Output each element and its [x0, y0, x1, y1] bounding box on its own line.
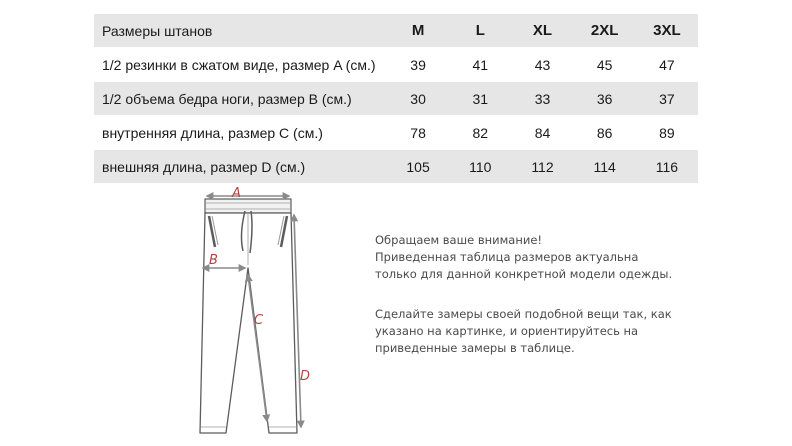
notice-line: приведенные замеры в таблице.	[375, 341, 575, 355]
cell-value: 78	[387, 116, 449, 150]
notice-line: Приведенная таблица размеров актуальна	[375, 250, 639, 264]
row-label: внешняя длина, размер D (см.)	[94, 150, 387, 184]
size-header-3xl: 3XL	[636, 14, 698, 48]
table-row-b	[94, 82, 698, 116]
table-header-row	[94, 14, 698, 48]
cell-value: 86	[574, 116, 636, 150]
cell-value: 43	[511, 48, 573, 82]
row-label: 1/2 объема бедра ноги, размер B (см.)	[94, 82, 387, 116]
cell-value: 116	[636, 150, 698, 184]
cell-value: 89	[636, 116, 698, 150]
row-label: 1/2 резинки в сжатом виде, размер A (см.)	[94, 48, 387, 82]
notice-line: Сделайте замеры своей подобной вещи так, как	[375, 307, 672, 321]
table-row-d	[94, 150, 698, 184]
pants-diagram	[190, 183, 340, 441]
cell-value: 114	[574, 150, 636, 184]
cell-value: 39	[387, 48, 449, 82]
cell-value: 45	[574, 48, 636, 82]
notice-line: указано на картинке, и ориентируйтесь на	[375, 324, 639, 338]
cell-value: 37	[636, 82, 698, 116]
cell-value: 84	[511, 116, 573, 150]
cell-value: 112	[511, 150, 573, 184]
dimension-label-a: A	[232, 186, 241, 201]
cell-value: 33	[511, 82, 573, 116]
cell-value: 110	[449, 150, 511, 184]
size-header-l: L	[449, 14, 511, 48]
size-table	[94, 14, 698, 184]
notice-line: Обращаем ваше внимание!	[375, 233, 543, 247]
table-row-a	[94, 48, 698, 82]
cell-value: 36	[574, 82, 636, 116]
notice-line: только для данной конкретной модели одежды.	[375, 267, 673, 281]
dimension-label-c: C	[254, 313, 264, 328]
table-row-c	[94, 116, 698, 150]
cell-value: 30	[387, 82, 449, 116]
notice-text	[375, 232, 705, 357]
cell-value: 105	[387, 150, 449, 184]
dimension-label-b: B	[209, 253, 218, 268]
waistband	[205, 199, 291, 213]
size-header-m: M	[387, 14, 449, 48]
size-header-2xl: 2XL	[574, 14, 636, 48]
cell-value: 47	[636, 48, 698, 82]
cell-value: 31	[449, 82, 511, 116]
row-label: внутренняя длина, размер C (см.)	[94, 116, 387, 150]
cell-value: 82	[449, 116, 511, 150]
cell-value: 41	[449, 48, 511, 82]
size-header-xl: XL	[511, 14, 573, 48]
header-label: Размеры штанов	[94, 14, 387, 48]
dimension-label-d: D	[300, 369, 311, 384]
